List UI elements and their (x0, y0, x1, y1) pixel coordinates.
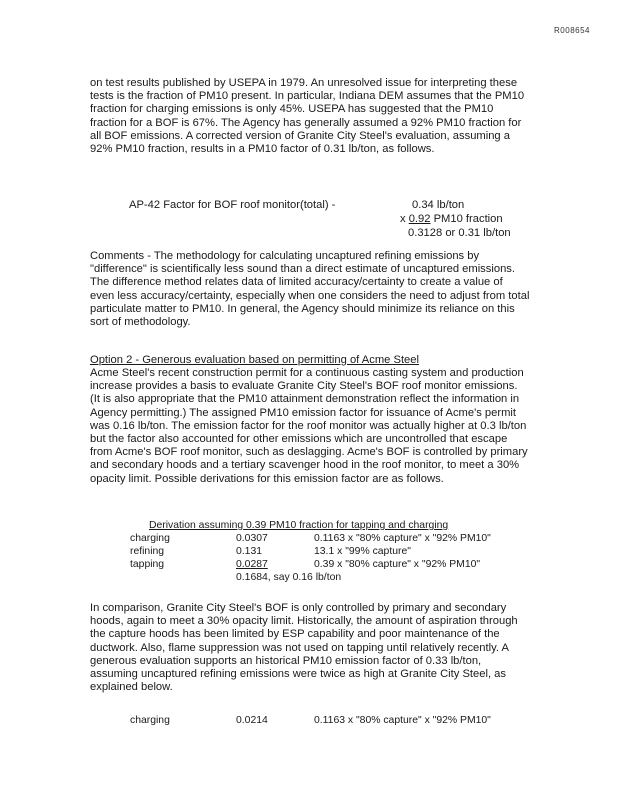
row-formula: 0.1163 x "80% capture" x "92% PM10" (314, 533, 491, 544)
calc-mult-suffix: PM10 fraction (433, 213, 503, 225)
calc-mult-prefix: x (400, 213, 406, 225)
row-formula: 13.1 x "99% capture" (314, 546, 411, 557)
calc-result: 0.3128 or 0.31 lb/ton (408, 227, 511, 239)
document-id: R008654 (554, 26, 590, 35)
row-value: 0.131 (236, 546, 263, 557)
row-name: refining (130, 546, 165, 557)
option2-heading-text: Option 2 - Generous evaluation based on permitting of Acme Steel (90, 354, 419, 366)
row-value: 0.0287 (236, 559, 268, 570)
row-value: 0.0214 (236, 715, 268, 726)
row-formula: 0.1163 x "80% capture" x "92% PM10" (314, 715, 491, 726)
calc-value-total: 0.34 lb/ton (412, 199, 465, 211)
row-value: 0.0307 (236, 533, 268, 544)
paragraph-comments: Comments - The methodology for calculating uncaptured refining emissions by "difference" is scientifically less sound than a direct estimate of uncaptured emissions. The difference method relates data of limited accuracy/certainty to create a value of even less accuracy/certainty, especially when one considers the need to adjust from total particulate matter to PM10. In general, the Agency should minimize its reliance on this sort of methodology. (90, 250, 530, 329)
paragraph-acme-steel: Acme Steel's recent construction permit for a continuous casting system and production increase provides a basis to evaluate Granite City Steel's BOF roof monitor emissions. (It is also appropriate that the PM10 attainment demonstration reflect the information in Agency permitting.) The assigned PM10 emission factor for issuance of Acme's permit was 0.16 lb/ton. The emission factor for the roof monitor was actually higher at 0.3 lb/ton but the factor also accounted for other emissions which are uncontrolled that escape from Acme's BOF roof monitor, such as deslagging. Acme's BOF is controlled by primary and secondary hoods and a tertiary scavenger hood in the roof monitor, to meet a 30% opacity limit. Possible derivations for this emission factor are as follows. (90, 367, 528, 485)
derivation-table-title: Derivation assuming 0.39 PM10 fraction for tapping and charging (149, 520, 449, 531)
option2-heading (90, 354, 419, 367)
row-name: charging (130, 715, 170, 726)
row-name: charging (130, 533, 170, 544)
paragraph-pm10-fraction: on test results published by USEPA in 1979. An unresolved issue for interpreting these tests is the fraction of PM10 present. In particular, Indiana DEM assumes that the PM10 fraction for charging emissions is only 45%. USEPA has suggested that the PM10 fraction for a BOF is 67%. The Agency has generally assumed a 92% PM10 fraction for all BOF emissions. A corrected version of Granite City Steel's evaluation, assuming a 92% PM10 fraction, results in a PM10 factor of 0.31 lb/ton, as follows. (90, 77, 525, 156)
paragraph-comparison: In comparison, Granite City Steel's BOF is only controlled by primary and secondary hoods, again to meet a 30% opacity limit. Historically, the amount of aspiration through the capture hoods has been limited by ESP capability and poor maintenance of the ductwork. Also, flame suppression was not used on tapping until relatively recently. A generous evaluation supports an historical PM10 emission factor of 0.33 lb/ton, assuming uncaptured refining emissions were twice as high at Granite City Steel, as explained below. (90, 602, 518, 694)
calc-multiplier (400, 213, 503, 226)
row-name: tapping (130, 559, 165, 570)
calc-mult-value: 0.92 (408, 213, 431, 225)
table-total: 0.1684, say 0.16 lb/ton (236, 572, 342, 583)
row-formula: 0.39 x "80% capture" x "92% PM10" (314, 559, 481, 570)
calc-label: AP-42 Factor for BOF roof monitor(total) - (129, 199, 336, 211)
